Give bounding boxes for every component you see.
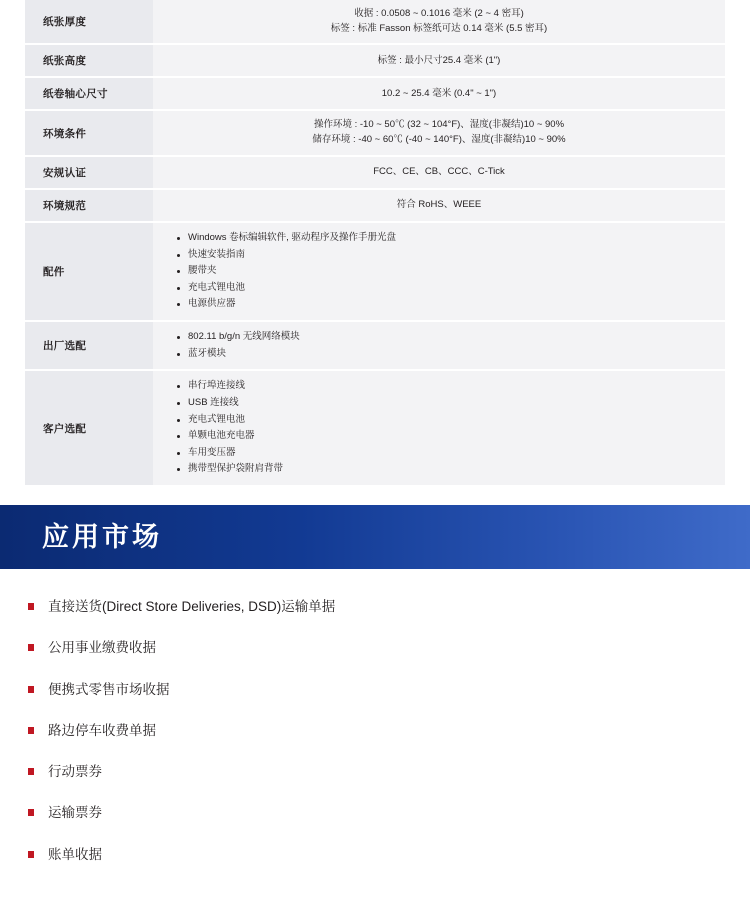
market-list-item: 公用事业缴费收据 bbox=[26, 638, 456, 658]
spec-value-line: FCC、CE、CB、CCC、C-Tick bbox=[373, 166, 505, 178]
spec-value-line: 收据 : 0.0508 ~ 0.1016 毫米 (2 ~ 4 密耳) bbox=[354, 8, 524, 19]
spec-row-value bbox=[153, 156, 725, 189]
spec-bullet-item: 串行埠连接线 bbox=[177, 378, 711, 395]
spec-bullet-item: 蓝牙模块 bbox=[177, 346, 711, 363]
spec-bullet-list bbox=[167, 230, 711, 313]
spec-bullet-list bbox=[167, 329, 711, 362]
spec-bullet-item: 充电式锂电池 bbox=[177, 412, 711, 429]
spec-bullet-item: 802.11 b/g/n 无线网络模块 bbox=[177, 329, 711, 346]
spec-row-value bbox=[153, 189, 725, 222]
market-list-item: 行动票券 bbox=[26, 762, 456, 782]
spec-row-value bbox=[153, 0, 725, 44]
spec-bullet-item: 腰带夹 bbox=[177, 263, 711, 280]
spec-row-value bbox=[153, 222, 725, 321]
spec-row-label: 纸张高度 bbox=[25, 44, 153, 77]
spec-row-label: 客户选配 bbox=[25, 370, 153, 486]
spec-bullet-item: 充电式锂电池 bbox=[177, 280, 711, 297]
spec-value-line: 符合 RoHS、WEEE bbox=[396, 199, 482, 211]
spec-row-label: 安规认证 bbox=[25, 156, 153, 189]
spec-value-line: 标签 : 标准 Fasson 标签纸可达 0.14 毫米 (5.5 密耳) bbox=[330, 22, 548, 34]
market-list-item: 运输票券 bbox=[26, 803, 456, 823]
spec-row-value bbox=[153, 44, 725, 77]
spec-bullet-item: Windows 卷标编辑软件, 驱动程序及操作手册光盘 bbox=[177, 230, 711, 247]
spec-row bbox=[25, 156, 725, 189]
spec-bullet-item: 携带型保护袋附肩背带 bbox=[177, 461, 711, 478]
spec-row bbox=[25, 0, 725, 44]
spec-row bbox=[25, 189, 725, 222]
application-market-banner bbox=[0, 505, 750, 569]
spec-row-label: 环境规范 bbox=[25, 189, 153, 222]
spec-row-value bbox=[153, 110, 725, 155]
spec-row bbox=[25, 110, 725, 155]
spec-row bbox=[25, 321, 725, 370]
spec-bullet-item: 电源供应器 bbox=[177, 296, 711, 313]
spec-row-value bbox=[153, 77, 725, 110]
market-list-item: 路边停车收费单据 bbox=[26, 721, 456, 741]
spec-value-line: 操作环境 : -10 ~ 50℃ (32 ~ 104°F)、湿度(非凝结)10 ~ 90% bbox=[313, 119, 565, 131]
spec-value-line: 10.2 ~ 25.4 毫米 (0.4" ~ 1") bbox=[381, 87, 497, 99]
spec-row-label: 配件 bbox=[25, 222, 153, 321]
spec-bullet-item: 单颗电池充电器 bbox=[177, 428, 711, 445]
spec-row bbox=[25, 44, 725, 77]
market-list-item: 直接送货(Direct Store Deliveries, DSD)运输单据 bbox=[26, 597, 456, 617]
spec-bullet-item: 车用变压器 bbox=[177, 445, 711, 462]
spec-row-label: 环境条件 bbox=[25, 110, 153, 155]
spec-value-line: 标签 : 最小尺寸25.4 毫米 (1") bbox=[377, 54, 501, 66]
spec-value-line: 储存环境 : -40 ~ 60℃ (-40 ~ 140°F)、湿度(非凝结)10 ~ 90% bbox=[312, 134, 566, 146]
market-list bbox=[26, 597, 750, 865]
banner-title: 应用市场 bbox=[42, 521, 162, 552]
spec-bullet-list bbox=[167, 378, 711, 478]
specification-table bbox=[25, 0, 725, 487]
spec-row-label: 纸张厚度 bbox=[25, 0, 153, 44]
spec-table-body bbox=[25, 0, 725, 486]
market-list-item: 账单收据 bbox=[26, 845, 456, 865]
spec-row-label: 出厂选配 bbox=[25, 321, 153, 370]
spec-row-value bbox=[153, 370, 725, 486]
market-list-item: 便携式零售市场收据 bbox=[26, 680, 456, 700]
spec-row bbox=[25, 77, 725, 110]
spec-row-value bbox=[153, 321, 725, 370]
spec-row bbox=[25, 370, 725, 486]
spec-row bbox=[25, 222, 725, 321]
application-market-section bbox=[0, 569, 750, 916]
spec-bullet-item: USB 连接线 bbox=[177, 395, 711, 412]
spec-bullet-item: 快速安装指南 bbox=[177, 247, 711, 264]
spec-row-label: 纸卷轴心尺寸 bbox=[25, 77, 153, 110]
